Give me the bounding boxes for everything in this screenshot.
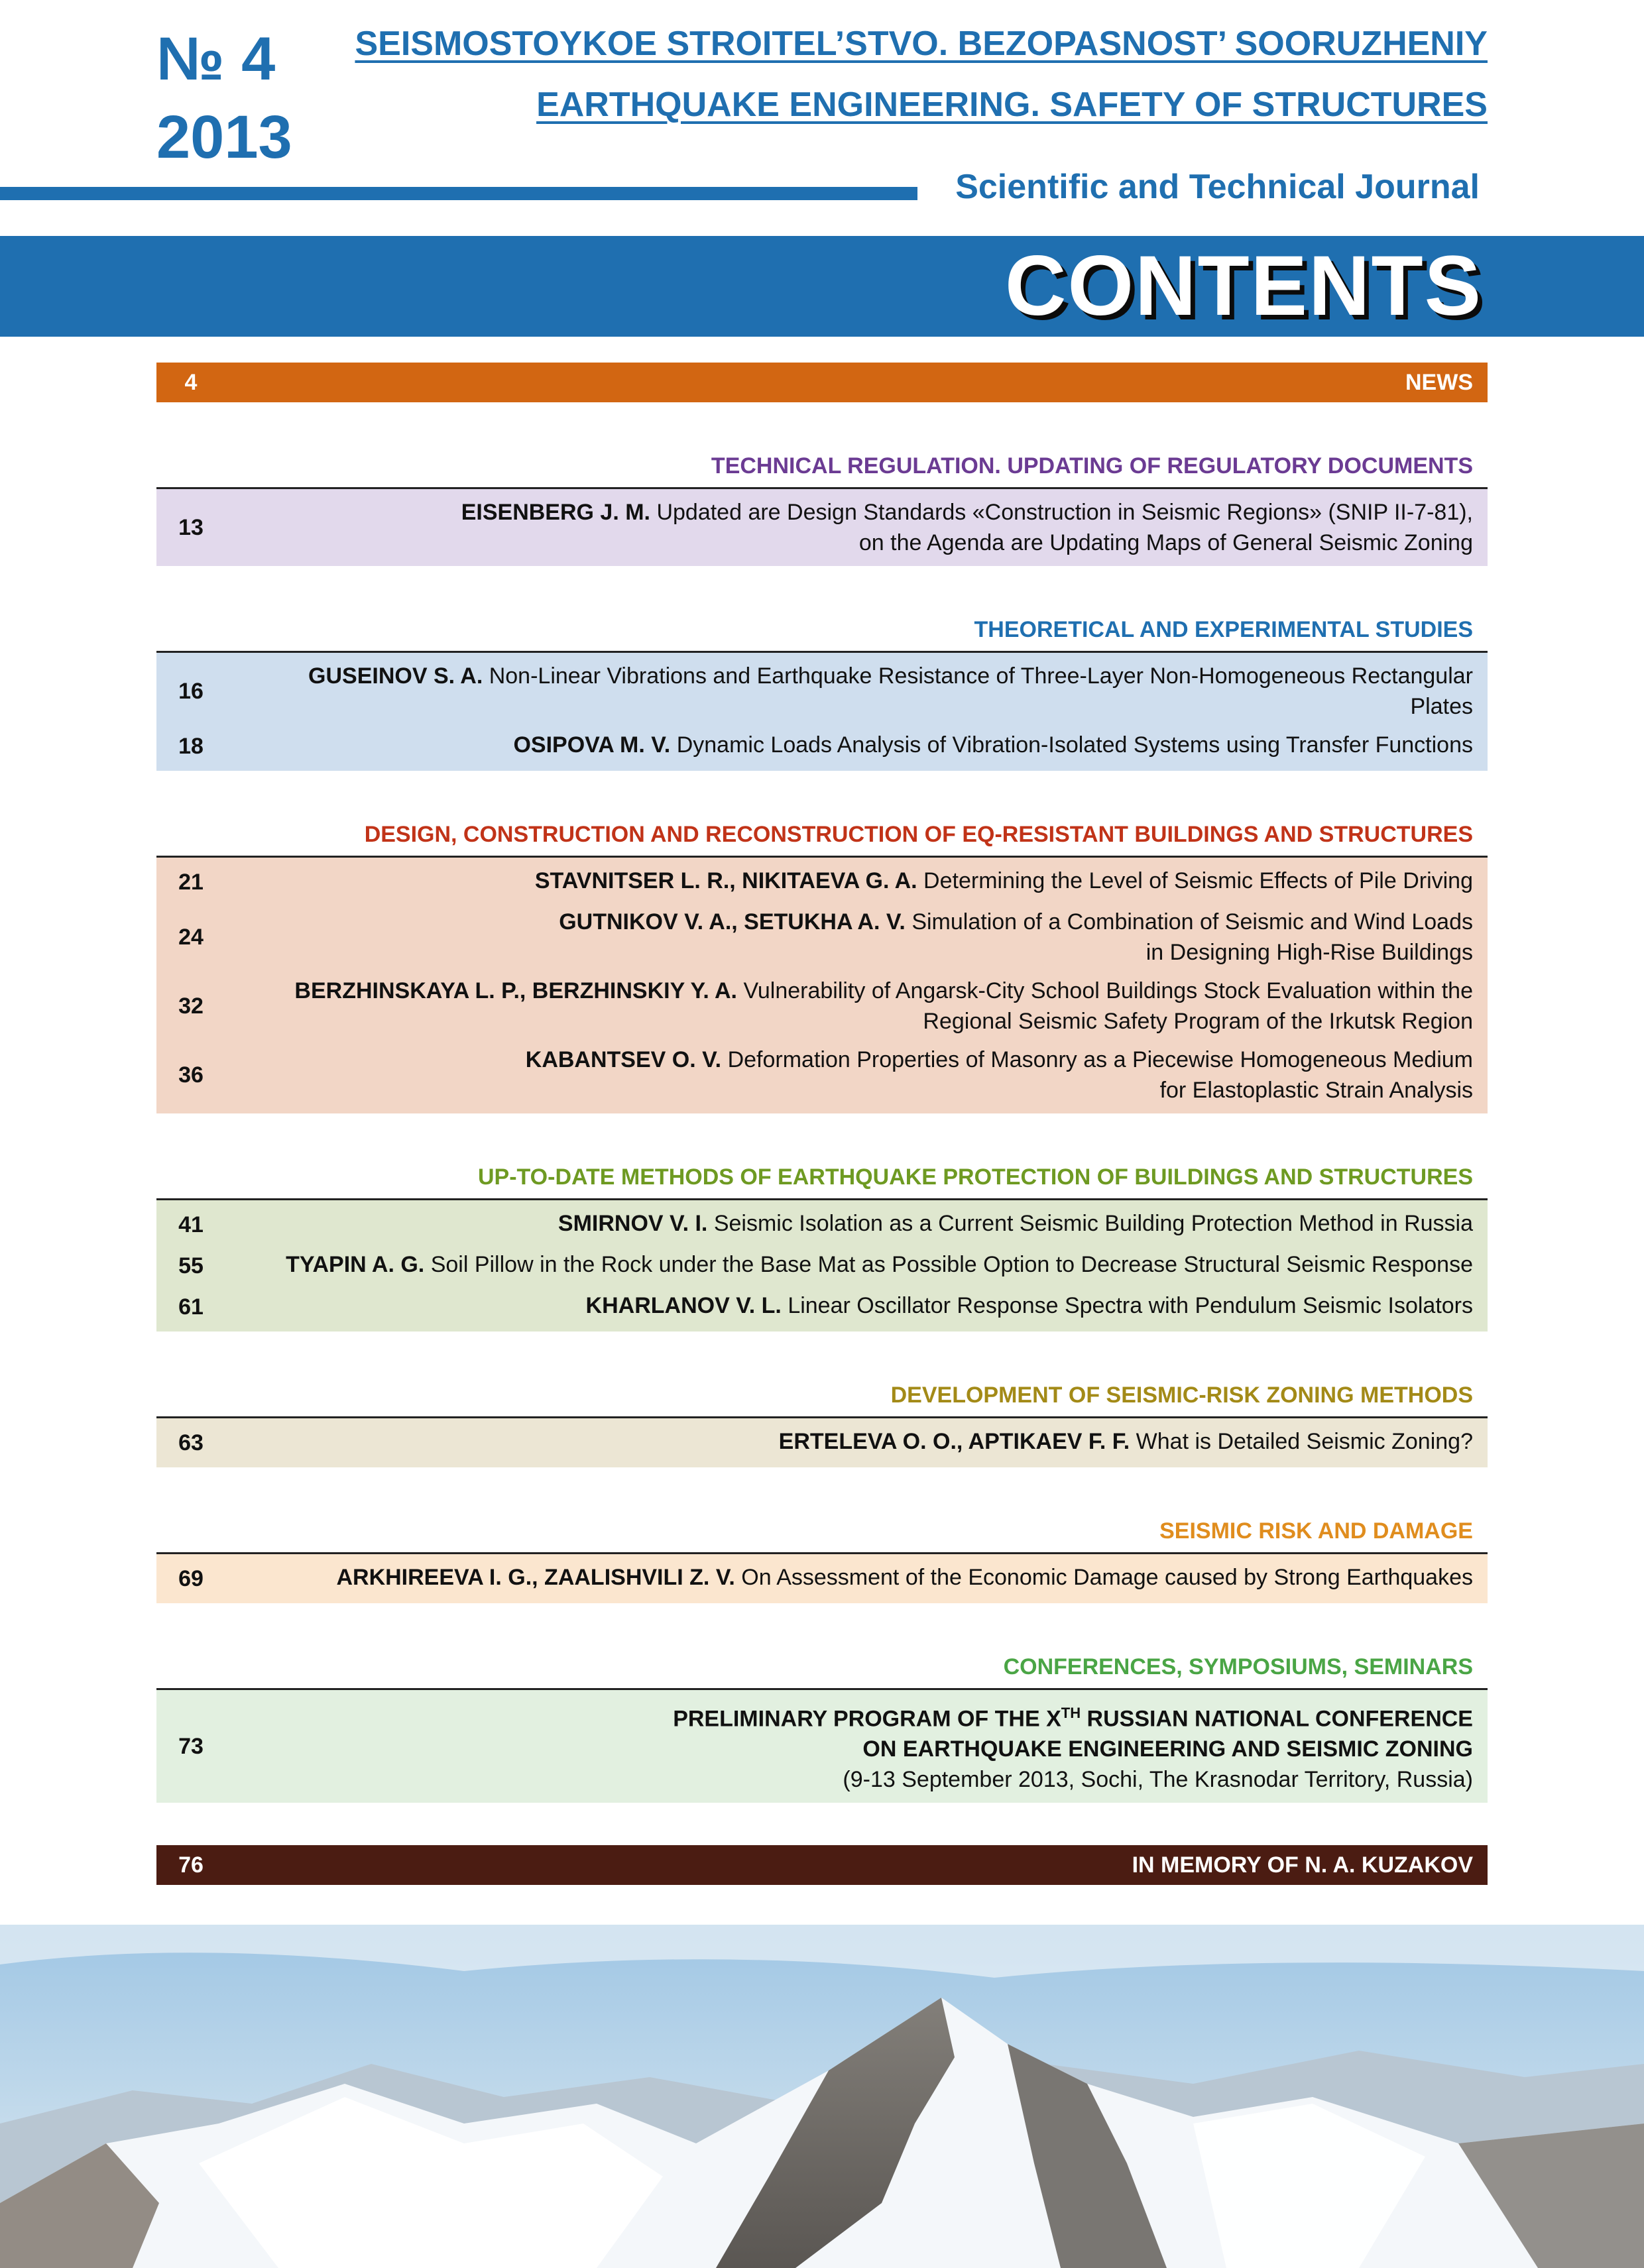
header-rule bbox=[0, 187, 917, 200]
entry-authors: SMIRNOV V. I. bbox=[558, 1211, 714, 1236]
section-entries bbox=[156, 653, 1488, 771]
conference-title-sup: TH bbox=[1061, 1705, 1081, 1721]
toc-entry[interactable] bbox=[156, 1422, 1488, 1463]
entry-title-cont: Regional Seismic Safety Program of the Irkutsk Region bbox=[923, 1009, 1473, 1034]
section-entries bbox=[156, 1200, 1488, 1332]
page-number: 73 bbox=[178, 1734, 204, 1760]
section-title: CONFERENCES, SYMPOSIUMS, SEMINARS bbox=[156, 1646, 1488, 1690]
entry-title: Dynamic Loads Analysis of Vibration-Isolated Systems using Transfer Functions bbox=[676, 732, 1473, 758]
section-title: UP-TO-DATE METHODS OF EARTHQUAKE PROTECTION OF BUILDINGS AND STRUCTURES bbox=[156, 1156, 1488, 1200]
page-number: 18 bbox=[178, 734, 204, 759]
entry-title: Seismic Isolation as a Current Seismic Building Protection Method in Russia bbox=[713, 1211, 1473, 1236]
section-title: SEISMIC RISK AND DAMAGE bbox=[156, 1510, 1488, 1554]
section-entries bbox=[156, 489, 1488, 566]
section-design-construction bbox=[156, 813, 1488, 1113]
journal-title-en: EARTHQUAKE ENGINEERING. SAFETY OF STRUCTURES bbox=[536, 85, 1488, 124]
section-title: TECHNICAL REGULATION. UPDATING OF REGULATORY DOCUMENTS bbox=[156, 445, 1488, 489]
mountain-photo bbox=[0, 1925, 1644, 2268]
contents-title: CONTENTS bbox=[1005, 239, 1482, 333]
entry-authors: STAVNITSER L. R., NIKITAEVA G. A. bbox=[534, 868, 924, 893]
page-number: 4 bbox=[184, 370, 198, 395]
page-number: 21 bbox=[178, 870, 204, 895]
entry-authors: OSIPOVA M. V. bbox=[513, 732, 677, 758]
section-entries bbox=[156, 1418, 1488, 1467]
page-number: 76 bbox=[178, 1852, 204, 1878]
conference-details: (9-13 September 2013, Sochi, The Krasnodar Territory, Russia) bbox=[843, 1767, 1473, 1793]
entry-authors: KABANTSEV O. V. bbox=[525, 1047, 728, 1072]
section-theoretical-studies bbox=[156, 608, 1488, 771]
toc-entry[interactable] bbox=[156, 493, 1488, 562]
entry-authors: GUTNIKOV V. A., SETUKHA A. V. bbox=[559, 909, 912, 935]
toc-entry[interactable] bbox=[156, 1558, 1488, 1599]
section-entries bbox=[156, 1690, 1488, 1803]
section-entries bbox=[156, 1554, 1488, 1603]
toc-entry[interactable] bbox=[156, 1286, 1488, 1328]
page-number: 24 bbox=[178, 925, 204, 950]
entry-title: Vulnerability of Angarsk-City School Buildings Stock Evaluation within the bbox=[743, 978, 1473, 1003]
entry-authors: GUSEINOV S. A. bbox=[308, 663, 489, 689]
page-number: 63 bbox=[178, 1430, 204, 1455]
memory-bar[interactable] bbox=[156, 1845, 1488, 1885]
journal-title-ru: SEISMOSTOYKOE STROITEL’STVO. BEZOPASNOST’ SOORUZHENIY bbox=[355, 25, 1488, 63]
entry-title: What is Detailed Seismic Zoning? bbox=[1136, 1429, 1473, 1454]
toc-entry[interactable] bbox=[156, 1245, 1488, 1286]
entry-title: Non-Linear Vibrations and Earthquake Resistance of Three-Layer Non-Homogeneous Rectangular Plates bbox=[489, 663, 1473, 719]
section-title: DESIGN, CONSTRUCTION AND RECONSTRUCTION OF EQ-RESISTANT BUILDINGS AND STRUCTURES bbox=[156, 813, 1488, 858]
toc-entry[interactable] bbox=[156, 972, 1488, 1041]
journal-subtitle: Scientific and Technical Journal bbox=[955, 168, 1480, 206]
entry-authors: ERTELEVA O. O., APTIKAEV F. F. bbox=[778, 1429, 1136, 1454]
entry-authors: EISENBERG J. M. bbox=[461, 500, 657, 525]
page-number: 32 bbox=[178, 993, 204, 1019]
entry-title-cont: for Elastoplastic Strain Analysis bbox=[1159, 1078, 1473, 1103]
conference-title-line2: ON EARTHQUAKE ENGINEERING AND SEISMIC ZONING bbox=[862, 1736, 1473, 1762]
section-conferences bbox=[156, 1646, 1488, 1803]
conference-title-a: PRELIMINARY PROGRAM OF THE X bbox=[673, 1706, 1061, 1732]
entry-title: Simulation of a Combination of Seismic and Wind Loads bbox=[911, 909, 1473, 935]
entry-title-cont: on the Agenda are Updating Maps of General Seismic Zoning bbox=[858, 530, 1473, 555]
section-technical-regulation bbox=[156, 445, 1488, 566]
toc-entry[interactable] bbox=[156, 657, 1488, 726]
entry-title: On Assessment of the Economic Damage caused by Strong Earthquakes bbox=[741, 1565, 1473, 1590]
conference-title-b: RUSSIAN NATIONAL CONFERENCE bbox=[1081, 1706, 1473, 1732]
toc-entry[interactable] bbox=[156, 1204, 1488, 1245]
issue-label bbox=[156, 20, 292, 176]
page-number: 61 bbox=[178, 1294, 204, 1320]
issue-year: 2013 bbox=[156, 103, 292, 171]
page-number: 16 bbox=[178, 679, 204, 704]
entry-authors: TYAPIN A. G. bbox=[286, 1252, 431, 1277]
news-label: NEWS bbox=[1405, 370, 1473, 395]
page-number: 69 bbox=[178, 1566, 204, 1591]
memory-label: IN MEMORY OF N. A. KUZAKOV bbox=[1132, 1852, 1473, 1878]
entry-title: Linear Oscillator Response Spectra with Pendulum Seismic Isolators bbox=[788, 1293, 1473, 1318]
page-number: 55 bbox=[178, 1253, 204, 1278]
toc-entry[interactable] bbox=[156, 726, 1488, 767]
conference-title-line1 bbox=[255, 1698, 1473, 1734]
issue-number: № 4 bbox=[156, 25, 276, 93]
entry-title: Deformation Properties of Masonry as a Piecewise Homogeneous Medium bbox=[727, 1047, 1473, 1072]
toc-entry[interactable] bbox=[156, 1694, 1488, 1799]
entry-title: Determining the Level of Seismic Effects of Pile Driving bbox=[923, 868, 1473, 893]
entry-title-cont: in Designing High-Rise Buildings bbox=[1145, 940, 1473, 965]
toc-entry[interactable] bbox=[156, 903, 1488, 972]
entry-authors: ARKHIREEVA I. G., ZAALISHVILI Z. V. bbox=[336, 1565, 742, 1590]
table-of-contents bbox=[156, 363, 1488, 1967]
toc-entry[interactable] bbox=[156, 862, 1488, 903]
section-entries bbox=[156, 858, 1488, 1113]
section-seismic-risk bbox=[156, 1510, 1488, 1603]
news-bar[interactable] bbox=[156, 363, 1488, 402]
section-protection-methods bbox=[156, 1156, 1488, 1332]
entry-title: Soil Pillow in the Rock under the Base Mat as Possible Option to Decrease Structural Seismic Response bbox=[430, 1252, 1473, 1277]
section-title: DEVELOPMENT OF SEISMIC-RISK ZONING METHODS bbox=[156, 1374, 1488, 1418]
entry-authors: BERZHINSKAYA L. P., BERZHINSKIY Y. A. bbox=[294, 978, 744, 1003]
page-number: 41 bbox=[178, 1212, 204, 1237]
toc-entry[interactable] bbox=[156, 1041, 1488, 1109]
page-number: 36 bbox=[178, 1062, 204, 1088]
page-number: 13 bbox=[178, 515, 204, 540]
section-title: THEORETICAL AND EXPERIMENTAL STUDIES bbox=[156, 608, 1488, 653]
entry-title: Updated are Design Standards «Construction in Seismic Regions» (SNIP II-7-81), bbox=[656, 500, 1473, 525]
section-zoning-methods bbox=[156, 1374, 1488, 1467]
entry-authors: KHARLANOV V. L. bbox=[585, 1293, 788, 1318]
